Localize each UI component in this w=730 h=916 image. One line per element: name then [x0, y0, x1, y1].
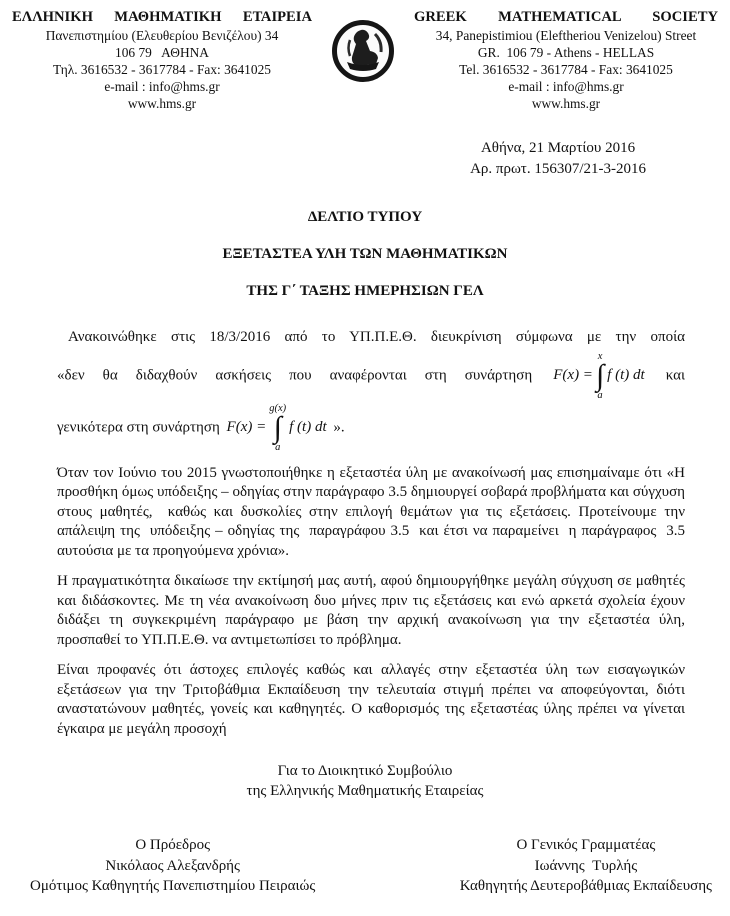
paragraph-announcement-line2 [57, 351, 685, 401]
generalization-text: γενικότερα στη συνάρτηση [57, 418, 220, 435]
org-email-greek: e-mail : info@hms.gr [104, 79, 220, 94]
closing-line1: Για το Διοικητικό Συμβούλιο [277, 763, 453, 779]
integral-glyph: ∫ [273, 410, 282, 444]
signature-title: Ομότιμος Καθηγητής Πανεπιστημίου Πειραιώς [30, 878, 316, 894]
closing-quote-text: ». [333, 418, 345, 435]
integral-lower-limit: a [275, 441, 281, 453]
integral-upper-limit: x [597, 350, 603, 362]
letterhead-english [414, 8, 718, 112]
letterhead [0, 8, 730, 112]
paragraph-announcement [57, 328, 685, 453]
paragraph-announcement-line3 [57, 403, 685, 453]
closing-line2: της Ελληνικής Μαθηματικής Εταιρείας [246, 783, 484, 799]
conjunction-text: και [665, 366, 686, 383]
signature-role: Ο Γενικός Γραμματέας [516, 837, 656, 853]
org-city-english: GR. 106 79 - Athens - HELLAS [477, 45, 655, 60]
org-email-english: e-mail : info@hms.gr [508, 79, 624, 94]
document-titles [0, 207, 730, 302]
document-body [0, 318, 730, 739]
protocol-number-line: Αρ. πρωτ. 156307/21-3-2016 [470, 161, 646, 177]
paragraph-conclusion: Είναι προφανές ότι άστοχες επιλογές καθώς και αλλαγές στην εξεταστέα ύλη των εισαγωγικών εξετάσεων για την Τριτοβάθμια Εκπαίδευση την τελευταία στιγμή πρέπει να αποφεύγονται, διότι αναστατώνουν μαθητές, γονείς και καθηγητές. Ο καθορισμός της εξεταστέας ύλης πρέπει να γίνεται έγκαιρα με μεγάλη προσοχή [57, 662, 685, 737]
logo-container [328, 8, 398, 89]
org-address-english: 34, Panepistimiou (Eleftheriou Venizelou) Street [435, 28, 697, 43]
quote-text: «δεν θα διδαχθούν ασκήσεις που αναφέρονται στη συνάρτηση [57, 366, 533, 383]
formula-integrand: f (t) dt [289, 418, 327, 435]
integral-lower-limit: a [597, 389, 603, 401]
org-address-greek: Πανεπιστημίου (Ελευθερίου Βενιζέλου) 34 [45, 28, 279, 43]
press-release-title: ΔΕΛΤΙΟ ΤΥΠΟΥ [307, 209, 423, 225]
hms-coin-seal-icon [330, 18, 396, 89]
formula-lhs: F(x) = [553, 366, 593, 383]
integral-formula-2 [227, 403, 327, 453]
signature-name: Ιωάννης Τυρλής [534, 857, 638, 874]
subject-title-line1: ΕΞΕΤΑΣΤΕΑ ΥΛΗ ΤΩΝ ΜΑΘΗΜΑΤΙΚΩΝ [222, 246, 508, 262]
integral-sign-with-limits [269, 403, 286, 453]
closing-block [0, 761, 730, 801]
signature-section [0, 835, 730, 897]
org-phone-greek: Τηλ. 3616532 - 3617784 - Fax: 3641025 [53, 62, 271, 77]
paragraph-june-2015: Όταν τον Ιούνιο του 2015 γνωστοποιήθηκε η εξεταστέα ύλη με ανακοίνωσή μας επισημαίναμε ότι «Η προσθήκη όμως υπόδειξης – οδηγίας στην παράγραφο 3.5 δημιουργεί σοβαρά προβλήματα και σύγχυση στους μαθητές, καθώς και δυσκολίες στην επιλογή θεμάτων για τις εξετάσεις. Προτείνουμε την απάλειψη της υπόδειξης – οδηγίας της παραγράφου 3.5 και έτσι να παραμείνει η παράγραφος 3.5 αυτούσια με τα προηγούμενα χρόνια». [57, 464, 685, 559]
signature-general-secretary [460, 835, 712, 897]
integral-formula-1 [553, 351, 644, 401]
formula-lhs: F(x) = [226, 418, 267, 435]
org-website-greek: www.hms.gr [127, 96, 197, 111]
paragraph-reality: Η πραγματικότητα δικαίωσε την εκτίμησή μας αυτή, αφού δημιουργήθηκε μεγάλη σύγχυση σε μαθητές και διδάσκοντες. Με τη νέα ανακοίνωση δυο μήνες πριν τις εξετάσεις και ενώ αρκετά σχολεία έχουν διδάξει τη συγκεκριμένη παράγραφο με βάση την αρχική ανακοίνωση για την εξεταστέα ύλη, προσπαθεί το ΥΠ.Π.Ε.Θ. να αντιμετωπίσει το πρόβλημα. [57, 573, 685, 648]
date-block [470, 138, 646, 180]
signature-name: Νικόλαος Αλεξανδρής [105, 857, 240, 874]
paragraph-announcement-line1: Ανακοινώθηκε στις 18/3/2016 από το ΥΠ.Π.Ε.Θ. διευκρίνιση σύμφωνα με την οποία [68, 329, 685, 345]
org-name-english: GREEK MATHEMATICAL SOCIETY [414, 9, 718, 25]
formula-integrand: f (t) dt [607, 366, 645, 383]
letterhead-greek [12, 8, 312, 112]
subject-title-line2: ΤΗΣ Γ΄ ΤΑΞΗΣ ΗΜΕΡΗΣΙΩΝ ΓΕΛ [246, 283, 484, 299]
signature-president [30, 835, 315, 897]
integral-sign-with-limits [596, 351, 604, 401]
signature-title: Καθηγητής Δευτεροβάθμιας Εκπαίδευσης [459, 878, 712, 894]
integral-upper-limit: g(x) [269, 402, 287, 414]
place-date-line: Αθήνα, 21 Μαρτίου 2016 [480, 140, 636, 156]
signature-role: Ο Πρόεδρος [135, 837, 211, 853]
org-city-greek: 106 79 ΑΘΗΝΑ [115, 45, 209, 60]
integral-glyph: ∫ [595, 358, 605, 392]
org-phone-english: Tel. 3616532 - 3617784 - Fax: 3641025 [459, 62, 673, 77]
org-website-english: www.hms.gr [531, 96, 601, 111]
org-name-greek: ΕΛΛΗΝΙΚΗ ΜΑΘΗΜΑΤΙΚΗ ΕΤΑΙΡΕΙΑ [12, 9, 312, 25]
